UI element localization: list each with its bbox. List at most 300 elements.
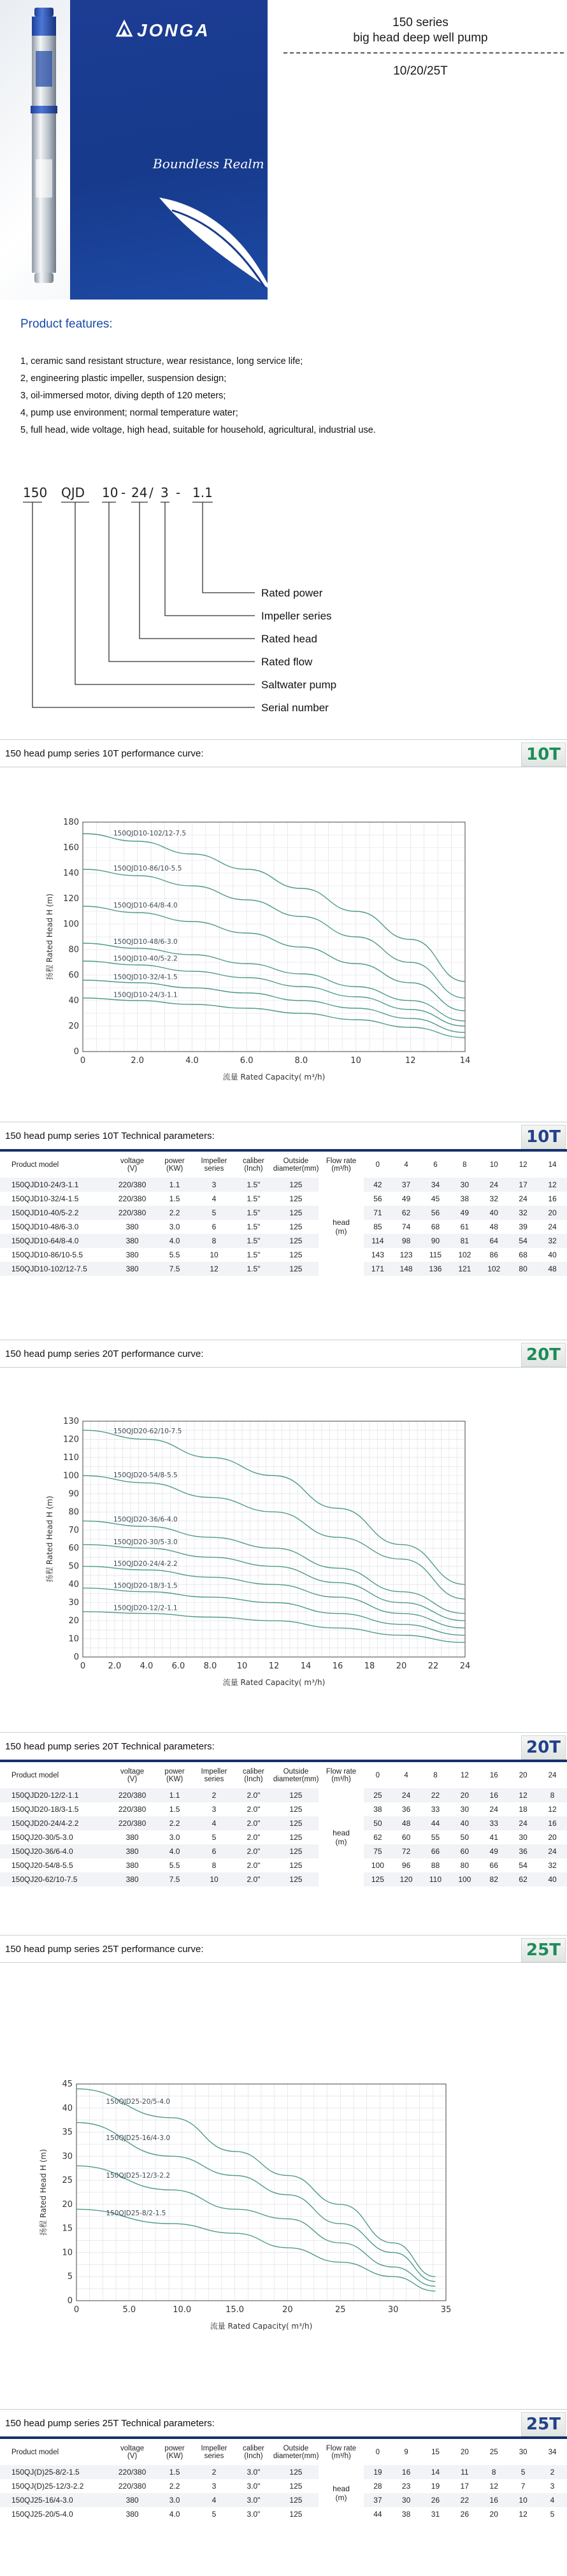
table-cell: 125 xyxy=(273,1178,319,1192)
parameters-table-20t xyxy=(0,1763,567,1886)
y-tick-label: 20 xyxy=(68,1616,79,1626)
flow-header: 0 xyxy=(375,1772,380,1779)
table-cell: 102 xyxy=(479,1262,508,1276)
table-row xyxy=(0,1872,567,1886)
table-cell: 66 xyxy=(489,1861,498,1870)
table-cell: 40 xyxy=(548,1250,557,1259)
x-tick-label: 2.0 xyxy=(131,1056,145,1066)
flow-header: 24 xyxy=(548,1772,557,1779)
x-tick-label: 4.0 xyxy=(185,1056,199,1066)
model-cell: 150QJ(D)25-8/2-1.5 xyxy=(0,2465,110,2479)
table-cell: 34 xyxy=(421,1178,450,1192)
table-row xyxy=(0,1802,567,1816)
model-cell: 150QJD20-12/2-1.1 xyxy=(0,1788,110,1802)
table-cell: 40 xyxy=(450,1816,479,1830)
y-tick-label: 10 xyxy=(68,1634,79,1644)
table-cell: 85 xyxy=(373,1222,382,1231)
table-cell: 125 xyxy=(273,1262,319,1276)
section-title: 150 head pump series 20T performance curve: xyxy=(5,1349,204,1359)
y-tick-label: 15 xyxy=(62,2224,73,2234)
table-cell: 37 xyxy=(392,1178,421,1192)
table-cell: 2.0" xyxy=(234,1816,273,1830)
code-label-type: Saltwater pump xyxy=(261,679,337,691)
table-row xyxy=(0,1830,567,1844)
y-tick-label: 45 xyxy=(62,2080,73,2089)
model-cell: 150QJ20-30/5-3.0 xyxy=(11,1833,73,1842)
series-label: 150QJD25-12/3-2.2 xyxy=(106,2172,171,2180)
table-cell: 41 xyxy=(489,1833,498,1842)
table-cell: 125 xyxy=(273,2493,319,2507)
table-cell: 55 xyxy=(431,1833,440,1842)
flow-header: 10 xyxy=(489,1161,498,1169)
table-cell: 125 xyxy=(289,1194,303,1203)
table-cell: 125 xyxy=(289,1805,303,1814)
code-leader-lines xyxy=(23,502,255,707)
column-header: voltage (V) xyxy=(120,1768,145,1783)
brand-logo-icon xyxy=(115,19,134,38)
table-cell: 12 xyxy=(519,2510,528,2519)
performance-chart-10t xyxy=(0,809,567,1083)
y-tick-label: 100 xyxy=(63,1471,79,1481)
model-cell: 150QJD10-24/3-1.1 xyxy=(0,1178,110,1192)
table-cell: 4 xyxy=(212,1194,217,1203)
table-cell: 24 xyxy=(489,1805,498,1814)
table-cell: 12 xyxy=(508,1788,538,1802)
x-tick-label: 15.0 xyxy=(226,2305,245,2315)
table-cell: 98 xyxy=(392,1234,421,1248)
table-row xyxy=(0,2479,567,2493)
flow-header: 9 xyxy=(404,2449,408,2456)
table-cell: 62 xyxy=(392,1206,421,1220)
table-cell: 11 xyxy=(450,2465,479,2479)
y-tick-label: 35 xyxy=(62,2127,73,2138)
table-cell: 24 xyxy=(548,1222,557,1231)
product-features xyxy=(20,317,556,439)
table-cell: 25 xyxy=(364,1788,392,1802)
code-part-type: QJD xyxy=(61,485,85,500)
table-cell: 125 xyxy=(273,1816,319,1830)
x-tick-label: 8.0 xyxy=(203,1661,217,1671)
series-label: 150QJD10-86/10-5.5 xyxy=(113,865,182,872)
table-cell: 1.5" xyxy=(234,1178,273,1192)
flow-header: 30 xyxy=(519,2449,528,2456)
column-header: caliber (Inch) xyxy=(242,2445,264,2460)
feature-item: 5, full head, wide voltage, high head, suitable for household, agricultural, industrial use. xyxy=(20,425,376,435)
table-cell: 42 xyxy=(364,1178,392,1192)
model-cell: 150QJD10-102/12-7.5 xyxy=(0,1262,110,1276)
y-axis-label: 扬程 Rated Head H (m) xyxy=(45,1496,54,1582)
section-rule xyxy=(0,2436,567,2439)
series-label: 150QJD25-20/5-4.0 xyxy=(106,2097,171,2106)
code-part-dash: - xyxy=(121,485,126,500)
series-line xyxy=(76,2089,435,2277)
y-tick-label: 40 xyxy=(62,2103,73,2113)
table-cell: 16 xyxy=(479,2493,508,2507)
chart-grid xyxy=(76,2084,446,2301)
table-cell: 12 xyxy=(489,2482,498,2491)
section-header-10t-params xyxy=(0,1122,567,1150)
table-cell: 32 xyxy=(489,1194,498,1203)
column-header: power (KW) xyxy=(164,2445,185,2460)
table-cell: 72 xyxy=(392,1844,421,1858)
table-cell: 23 xyxy=(401,2482,411,2491)
table-cell: 125 xyxy=(273,2465,319,2479)
table-row xyxy=(0,2493,567,2507)
flow-header: 8 xyxy=(463,1161,467,1169)
table-cell: 38 xyxy=(401,2510,411,2519)
column-header: voltage (V) xyxy=(120,1157,145,1173)
table-cell: 33 xyxy=(479,1816,508,1830)
table-cell: 8 xyxy=(479,2465,508,2479)
table-cell: 24 xyxy=(392,1788,421,1802)
column-header: caliber (Inch) xyxy=(242,1768,264,1783)
table-cell: 1.5" xyxy=(234,1262,273,1276)
table-cell: 40 xyxy=(538,1872,567,1886)
table-cell: 3.0" xyxy=(234,2493,273,2507)
section-badge: 25T xyxy=(521,1938,566,1962)
x-tick-label: 0 xyxy=(80,1661,86,1671)
model-cell: 150QJD10-86/10-5.5 xyxy=(11,1250,83,1259)
table-cell: 48 xyxy=(538,1262,567,1276)
table-header-row xyxy=(0,1763,567,1788)
table-cell: 37 xyxy=(364,2493,392,2507)
table-cell: 5 xyxy=(550,2510,555,2519)
table-cell: 1.5 xyxy=(169,1194,180,1203)
table-cell: 4.0 xyxy=(155,1234,194,1248)
table-cell: 148 xyxy=(392,1262,421,1276)
table-cell: 4.0 xyxy=(169,2510,180,2519)
y-tick-label: 70 xyxy=(68,1525,79,1535)
parameters-table-10t xyxy=(0,1152,567,1276)
table-cell: 22 xyxy=(421,1788,450,1802)
table-row xyxy=(0,1220,567,1234)
table-cell: 110 xyxy=(421,1872,450,1886)
column-header: Impeller series xyxy=(201,1768,227,1783)
x-tick-label: 14 xyxy=(459,1056,471,1066)
code-label-head: Rated head xyxy=(261,633,317,645)
flow-header: 20 xyxy=(460,2449,469,2456)
column-header: Outside diameter(mm) xyxy=(273,1157,319,1173)
table-cell: 62 xyxy=(508,1872,538,1886)
table-cell: 61 xyxy=(460,1222,470,1231)
table-cell: 3 xyxy=(194,1178,234,1192)
table-cell: 220/380 xyxy=(118,2482,147,2491)
table-cell: 74 xyxy=(401,1222,411,1231)
series-label: 150QJD10-40/5-2.2 xyxy=(113,955,178,963)
column-header: voltage (V) xyxy=(120,2445,145,2460)
table-cell: 3.0" xyxy=(247,2510,261,2519)
table-cell: 121 xyxy=(450,1262,479,1276)
table-cell: 49 xyxy=(479,1844,508,1858)
table-cell: 68 xyxy=(519,1250,528,1259)
column-header: Impeller series xyxy=(201,1157,227,1173)
column-header: power (KW) xyxy=(164,1768,185,1783)
table-cell: 26 xyxy=(460,2510,470,2519)
model-code-diagram xyxy=(0,472,567,720)
table-cell: 31 xyxy=(431,2510,440,2519)
table-cell: 125 xyxy=(289,2510,303,2519)
table-cell: 220/380 xyxy=(110,1206,155,1220)
table-cell: 49 xyxy=(401,1194,411,1203)
table-row xyxy=(0,1192,567,1206)
series-label: 150QJD10-64/8-4.0 xyxy=(113,902,178,909)
table-cell: 19 xyxy=(364,2465,392,2479)
model-cell: 150QJ25-16/4-3.0 xyxy=(0,2493,110,2507)
table-cell: 3 xyxy=(212,2482,217,2491)
table-cell: 125 xyxy=(289,2482,303,2491)
model-cell: 150QJD10-48/6-3.0 xyxy=(11,1222,79,1231)
table-cell: 32 xyxy=(548,1861,557,1870)
flow-header: 4 xyxy=(404,1161,408,1169)
code-part-slash: / xyxy=(149,485,154,500)
table-cell: 2.0" xyxy=(234,1844,273,1858)
table-cell: 17 xyxy=(460,2482,470,2491)
x-tick-label: 20 xyxy=(282,2305,293,2315)
code-part-serial: 150 xyxy=(23,485,48,500)
features-title: Product features: xyxy=(20,317,113,331)
feature-item: 1, ceramic sand resistant structure, wear resistance, long service life; xyxy=(20,356,303,366)
table-cell: 8 xyxy=(538,1788,567,1802)
table-cell: 20 xyxy=(538,1206,567,1220)
table-cell: 2 xyxy=(194,2465,234,2479)
flow-header: 4 xyxy=(404,1772,408,1779)
x-axis-label: 流量 Rated Capacity( m³/h) xyxy=(222,1073,326,1082)
section-badge: 10T xyxy=(521,1125,566,1149)
x-tick-label: 30 xyxy=(387,2305,399,2315)
table-cell: 50 xyxy=(460,1833,470,1842)
model-cell: 150QJ20-54/8-5.5 xyxy=(11,1861,73,1870)
table-cell: 2.0" xyxy=(234,1872,273,1886)
model-cell: 150QJ(D)25-12/3-2.2 xyxy=(11,2482,84,2491)
table-cell: 1.1 xyxy=(155,1178,194,1192)
table-cell: 71 xyxy=(364,1206,392,1220)
table-cell: 143 xyxy=(371,1250,384,1259)
series-label: 150QJD20-30/5-3.0 xyxy=(113,1538,178,1546)
table-cell: 220/380 xyxy=(110,1788,155,1802)
table-cell: 380 xyxy=(110,1262,155,1276)
table-cell: 44 xyxy=(373,2510,382,2519)
y-tick-label: 25 xyxy=(62,2176,73,2186)
column-header: Product model xyxy=(11,2449,59,2456)
table-cell: 3.0 xyxy=(169,1222,180,1231)
table-cell: 40 xyxy=(479,1206,508,1220)
table-cell: 380 xyxy=(126,2510,139,2519)
y-axis-label: 扬程 Rated Head H (m) xyxy=(39,2149,48,2236)
table-row xyxy=(0,1858,567,1872)
series-label: 150QJD10-102/12-7.5 xyxy=(113,830,187,838)
x-tick-label: 10 xyxy=(236,1661,248,1671)
table-cell: 100 xyxy=(450,1872,479,1886)
table-cell: 80 xyxy=(460,1861,470,1870)
section-header-25t-params xyxy=(0,2409,567,2437)
section-title: 150 head pump series 10T performance curve: xyxy=(5,748,204,759)
x-tick-label: 12 xyxy=(268,1661,280,1671)
table-cell: 114 xyxy=(364,1234,392,1248)
table-cell: 125 xyxy=(289,1222,303,1231)
flow-header: 12 xyxy=(460,1772,469,1779)
table-cell: 30 xyxy=(392,2493,421,2507)
code-part-head: 24 xyxy=(131,485,148,500)
series-label: 150QJD10-24/3-1.1 xyxy=(113,991,178,999)
table-cell: 1.5 xyxy=(169,1805,180,1814)
table-cell: 8 xyxy=(212,1861,217,1870)
table-header-row xyxy=(0,1152,567,1178)
x-tick-label: 8.0 xyxy=(294,1056,308,1066)
table-cell: 136 xyxy=(421,1262,450,1276)
column-header: Outside diameter(mm) xyxy=(273,1768,319,1783)
feature-item: 4, pump use environment; normal temperature water; xyxy=(20,408,238,418)
y-tick-label: 130 xyxy=(63,1417,79,1426)
table-cell: 45 xyxy=(431,1194,440,1203)
column-header: caliber (Inch) xyxy=(242,1157,264,1173)
section-title: 150 head pump series 10T Technical parameters: xyxy=(5,1131,215,1141)
table-cell: 220/380 xyxy=(118,1194,147,1203)
table-cell: 8 xyxy=(194,1234,234,1248)
table-cell: 19 xyxy=(431,2482,440,2491)
flow-header: 15 xyxy=(431,2449,440,2456)
x-tick-label: 24 xyxy=(459,1661,471,1671)
table-cell: 2.0" xyxy=(247,1805,261,1814)
x-tick-label: 14 xyxy=(300,1661,312,1671)
page-title xyxy=(284,15,557,79)
table-cell: 4 xyxy=(194,2493,234,2507)
table-cell: 24 xyxy=(538,1844,567,1858)
title-series: 150 series xyxy=(392,16,449,29)
x-tick-label: 6.0 xyxy=(240,1056,254,1066)
table-cell: 64 xyxy=(479,1234,508,1248)
sail-graphic-icon xyxy=(153,159,268,293)
code-part-impeller: 3 xyxy=(161,485,169,500)
table-cell: 54 xyxy=(519,1861,528,1870)
y-tick-label: 80 xyxy=(68,1507,79,1517)
table-header-row xyxy=(0,2440,567,2465)
table-cell: 2 xyxy=(538,2465,567,2479)
product-photo xyxy=(0,0,268,300)
y-tick-label: 140 xyxy=(63,869,79,878)
x-tick-label: 16 xyxy=(332,1661,343,1671)
table-row xyxy=(0,1262,567,1276)
table-cell: 120 xyxy=(392,1872,421,1886)
table-cell: 49 xyxy=(450,1206,479,1220)
section-title: 150 head pump series 25T performance curve: xyxy=(5,1944,204,1955)
table-cell: 125 xyxy=(273,1844,319,1858)
series-label: 150QJD20-54/8-5.5 xyxy=(113,1472,178,1480)
x-axis-label: 流量 Rated Capacity( m³/h) xyxy=(210,2322,313,2331)
column-header: Flow rate (m³/h) xyxy=(326,2445,357,2460)
table-cell: 16 xyxy=(479,1788,508,1802)
table-cell: 125 xyxy=(273,1788,319,1802)
table-cell: 18 xyxy=(519,1805,528,1814)
table-cell: 380 xyxy=(126,1250,139,1259)
table-cell: 220/380 xyxy=(118,1805,147,1814)
column-header: Flow rate (m³/h) xyxy=(326,1768,357,1783)
y-axis-label: 扬程 Rated Head H (m) xyxy=(45,894,54,980)
table-cell: 12 xyxy=(548,1805,557,1814)
table-cell: 125 xyxy=(289,1861,303,1870)
title-divider xyxy=(284,52,564,54)
table-cell: 1.5" xyxy=(234,1206,273,1220)
table-cell: 7.5 xyxy=(155,1872,194,1886)
x-tick-label: 5.0 xyxy=(122,2305,136,2315)
flow-header: 34 xyxy=(548,2449,557,2456)
code-label-serial: Serial number xyxy=(261,702,329,714)
y-tick-label: 0 xyxy=(73,1047,79,1057)
feature-item: 3, oil-immersed motor, diving depth of 120 meters; xyxy=(20,391,226,401)
table-cell: 1.5" xyxy=(247,1194,261,1203)
table-cell: 48 xyxy=(392,1816,421,1830)
table-cell: 125 xyxy=(273,1872,319,1886)
table-cell: 10 xyxy=(194,1872,234,1886)
performance-chart-20t xyxy=(0,1415,567,1689)
table-cell: 28 xyxy=(373,2482,382,2491)
model-cell: 150QJD10-32/4-1.5 xyxy=(11,1194,79,1203)
table-cell: 1.1 xyxy=(155,1788,194,1802)
y-tick-label: 40 xyxy=(68,996,79,1006)
table-cell: 6 xyxy=(194,1844,234,1858)
table-row xyxy=(0,1178,567,1192)
x-tick-label: 10.0 xyxy=(173,2305,192,2315)
table-cell: 102 xyxy=(458,1250,471,1259)
code-label-flow: Rated flow xyxy=(261,656,313,668)
column-header: Product model xyxy=(11,1161,59,1169)
table-cell: 62 xyxy=(373,1833,382,1842)
table-cell: 2.2 xyxy=(155,1816,194,1830)
table-cell: 54 xyxy=(508,1234,538,1248)
table-cell: 2.0" xyxy=(247,1861,261,1870)
table-cell: 5 xyxy=(194,1206,234,1220)
chart-grid xyxy=(83,822,465,1052)
table-cell: 16 xyxy=(392,2465,421,2479)
series-label: 150QJD20-62/10-7.5 xyxy=(113,1427,182,1435)
x-tick-label: 2.0 xyxy=(108,1661,122,1671)
table-cell: 82 xyxy=(479,1872,508,1886)
section-badge: 25T xyxy=(521,2412,566,2436)
series-label: 150QJD25-8/2-1.5 xyxy=(106,2210,166,2218)
y-tick-label: 110 xyxy=(63,1452,79,1463)
series-label: 150QJD20-36/6-4.0 xyxy=(113,1516,178,1524)
pump-product-icon xyxy=(28,6,60,287)
table-cell: 60 xyxy=(401,1833,411,1842)
y-tick-label: 60 xyxy=(68,971,79,980)
section-badge: 20T xyxy=(521,1343,566,1367)
y-tick-label: 20 xyxy=(62,2199,73,2210)
series-label: 150QJD20-18/3-1.5 xyxy=(113,1582,178,1590)
table-cell: 56 xyxy=(421,1206,450,1220)
column-header: Outside diameter(mm) xyxy=(273,2445,319,2460)
title-product: big head deep well pump xyxy=(353,31,488,45)
y-tick-label: 180 xyxy=(63,818,79,827)
table-cell: 24 xyxy=(479,1178,508,1192)
x-tick-label: 0 xyxy=(80,1056,86,1066)
y-tick-label: 160 xyxy=(63,843,79,853)
table-cell: 380 xyxy=(110,1872,155,1886)
table-cell: 1.5" xyxy=(247,1222,261,1231)
y-tick-label: 100 xyxy=(63,920,79,929)
feature-item: 2, engineering plastic impeller, suspension design; xyxy=(20,373,227,384)
table-cell: 12 xyxy=(194,1262,234,1276)
section-header-20t-params xyxy=(0,1732,567,1760)
table-cell: 14 xyxy=(421,2465,450,2479)
table-cell: 20 xyxy=(450,1788,479,1802)
section-title: 150 head pump series 20T Technical parameters: xyxy=(5,1741,215,1752)
column-header: Impeller series xyxy=(201,2445,227,2460)
x-tick-label: 20 xyxy=(396,1661,407,1671)
parameters-table-25t xyxy=(0,2440,567,2521)
model-cell: 150QJD10-64/8-4.0 xyxy=(0,1234,110,1248)
y-tick-label: 120 xyxy=(63,1435,79,1445)
table-row xyxy=(0,1206,567,1220)
table-cell: 2.0" xyxy=(234,1788,273,1802)
